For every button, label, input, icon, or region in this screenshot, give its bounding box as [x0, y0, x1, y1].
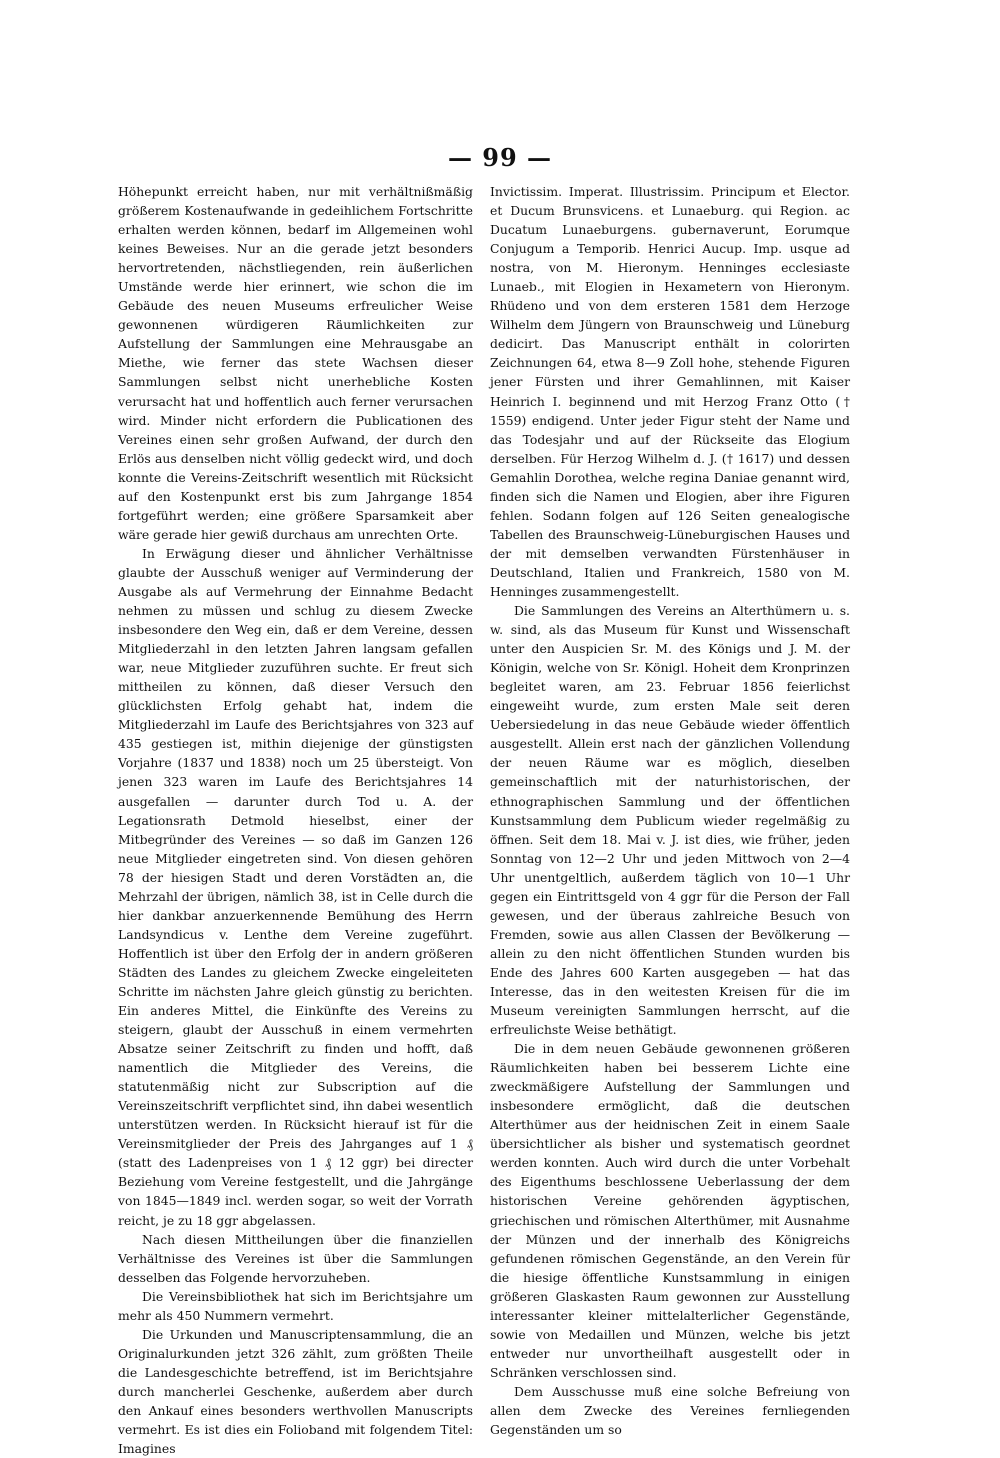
page-number: — 99 —: [447, 143, 553, 172]
paragraph: Dem Ausschusse muß eine solche Befreiung von allen dem Zwecke des Vereines fernliegenden Gegenständen um so: [490, 1383, 850, 1438]
paragraph: Invictissim. Imperat. Illustrissim. Principum et Elector. et Ducum Brunsvicens. et Lunaeburg. qui Region. ac Ducatum Lunaeburgens. gubernaverunt, Eorumque Conjugum a Temporib. Henrici Aucup. Imp. usque ad nostra, von M. Hieronym. Henninges ecclesiaste Lunaeb., mit Elogien in Hexametern von Hieronym. Rhüdeno und von dem ersteren 1581 dem Herzoge Wilhelm dem Jüngern von Braunschweig und Lüneburg dedicirt. Das Manuscript enthält in colorirten Zeichnungen 64, etwa 8—9 Zoll hohe, stehende Figuren jener Fürsten und ihrer Gemahlinnen, mit Kaiser Heinrich I. beginnend und mit Herzog Franz Otto († 1559) endigend. Unter jeder Figur steht der Name und das Todesjahr und auf der Rückseite das Elogium derselben. Für Herzog Wilhelm d. J. († 1617) und dessen Gemahlin Dorothea, welche regina Daniae genannt wird, finden sich die Namen und Elogien, aber ihre Figuren fehlen. Sodann folgen auf 126 Seiten genealogische Tabellen des Braunschweig-Lüneburgischen Hauses und der mit demselben verwandten Fürstenhäuser in Deutschland, Italien und Frankreich, 1580 von M. Henninges zusammengestellt.: [490, 184, 850, 599]
paragraph: In Erwägung dieser und ähnlicher Verhältnisse glaubte der Ausschuß weniger auf Verminderung der Ausgabe als auf Vermehrung der Einnahme Bedacht nehmen zu müssen und schlug zu diesem Zwecke insbesondere den Weg ein, daß er dem Vereine, dessen Mitgliederzahl in den letzten Jahren langsam gefallen war, neue Mitglieder zuzuführen suchte. Er freut sich mittheilen zu können, daß dieser Versuch den glücklichsten Erfolg gehabt hat, indem die Mitgliederzahl im Laufe des Berichtsjahres von 323 auf 435 gestiegen ist, mithin diejenige der günstigsten Vorjahre (1837 und 1838) noch um 25 übersteigt. Von jenen 323 waren im Laufe des Berichtsjahres 14 ausgefallen — darunter durch Tod u. A. der Legationsrath Detmold hieselbst, einer der Mitbegründer des Vereines — so daß im Ganzen 126 neue Mitglieder eingetreten sind. Von diesen gehören 78 der hiesigen Stadt und deren Vorstädten an, die Mehrzahl der übrigen, nämlich 38, ist in Celle durch die hier dankbar anzuerkennende Bemühung des Herrn Landsyndicus v. Lenthe dem Vereine zugeführt. Hoffentlich ist über den Erfolg der in andern größeren Städten des Landes zu gleichem Zwecke eingeleiteten Schritte im nächsten Jahre gleich günstig zu berichten. Ein anderes Mittel, die Einkünfte des Vereins zu steigern, glaubt der Ausschuß in einem vermehrten Absatze seiner Zeitschrift zu finden und hofft, daß namentlich die Mitglieder des Vereins, die statutenmäßig nicht zur Subscription auf die Vereinszeitschrift verpflichtet sind, ihn dabei wesentlich unterstützen werden. In Rücksicht hierauf ist für die Vereinsmitglieder der Preis des Jahrganges auf 1 ₰ (statt des Ladenpreises von 1 ₰ 12 ggr) bei directer Beziehung vom Vereine festgestellt, und die Jahrgänge von 1845—1849 incl. werden sogar, so weit der Vorrath reicht, je zu 18 ggr abgelassen.: [118, 545, 473, 1228]
right-column: [490, 182, 850, 1439]
paragraph: Nach diesen Mittheilungen über die finanziellen Verhältnisse des Vereines ist über die Sammlungen desselben das Folgende hervorzuheben.: [118, 1231, 473, 1285]
paragraph: Die Urkunden und Manuscriptensammlung, die an Originalurkunden jetzt 326 zählt, zum größten Theile die Landesgeschichte betreffend, ist im Berichtsjahre durch mancherlei Geschenke, außerdem aber durch den Ankauf eines besonders werthvollen Manuscripts vermehrt. Es ist dies ein Folioband mit folgendem Titel: Imagines: [118, 1326, 473, 1457]
paragraph: Die Sammlungen des Vereins an Alterthümern u. s. w. sind, als das Museum für Kunst und Wissenschaft unter den Auspicien Sr. M. des Königs und J. M. der Königin, welche von Sr. Königl. Hoheit dem Kronprinzen begleitet waren, am 23. Februar 1856 feierlichst eingeweiht wurde, zum ersten Male seit deren Uebersiedelung in das neue Gebäude wieder öffentlich ausgestellt. Allein erst nach der gänzlichen Vollendung der neuen Räume war es möglich, dieselben gemeinschaftlich mit der naturhistorischen, der ethnographischen Sammlung und der öffentlichen Kunstsammlung dem Publicum wieder regelmäßig zu öffnen. Seit dem 18. Mai v. J. ist dies, wie früher, jeden Sonntag von 12—2 Uhr und jeden Mittwoch von 2—4 Uhr unentgeltlich, außerdem täglich von 10—1 Uhr gegen ein Eintrittsgeld von 4 ggr für die Person der Fall gewesen, und der überaus zahlreiche Besuch von Fremden, sowie aus allen Classen der Bevölkerung — allein zu den nicht öffentlichen Stunden wurden bis Ende des Jahres 600 Karten ausgegeben — hat das Interesse, das in den weitesten Kreisen für die im Museum vereinigten Sammlungen herrscht, auf die erfreulichste Weise bethätigt.: [490, 603, 850, 1038]
paragraph: Die in dem neuen Gebäude gewonnenen größeren Räumlichkeiten haben bei besserem Lichte eine zweckmäßigere Aufstellung der Sammlungen und insbesondere ermöglicht, daß die deutschen Alterthümer aus der heidnischen Zeit in einem Saale übersichtlicher als bisher und systematisch geordnet werden konnten. Auch wird durch die unter Vorbehalt des Eigenthums beschlossene Ueberlassung der dem historischen Vereine gehörenden ägyptischen, griechischen und römischen Alterthümer, mit Ausnahme der Münzen und der innerhalb des Königreichs gefundenen römischen Gegenstände, an den Verein für die hiesige öffentliche Kunstsammlung in einigen größeren Glaskasten Raum gewonnen zur Ausstellung interessanter kleiner mittelalterlicher Gegenstände, sowie von Medaillen und Münzen, welche bis jetzt entweder nur unvortheilhaft ausgestellt oder in Schränken verschlossen sind.: [490, 1041, 850, 1380]
paragraph: Höhepunkt erreicht haben, nur mit verhältnißmäßig größerem Kostenaufwande in gedeihlichem Fortschritte erhalten werden können, bedarf im Allgemeinen wohl keines Beweises. Nur an die gerade jetzt besonders hervortretenden, nächstliegenden, rein äußerlichen Umstände werde hier erinnert, wie schon die im Gebäude des neuen Museums erfreulicher Weise gewonnenen würdigeren Räumlichkeiten zur Aufstellung der Sammlungen eine Mehrausgabe an Miethe, wie ferner das stete Wachsen dieser Sammlungen selbst nicht unerhebliche Kosten verursacht hat und hoffentlich auch ferner verursachen wird. Minder nicht erfordern die Publicationen des Vereines einen sehr großen Aufwand, der durch den Erlös aus denselben nicht völlig gedeckt wird, und doch konnte die Vereins-Zeitschrift wesentlich mit Rücksicht auf den Kostenpunkt erst bis zum Jahrgange 1854 fortgeführt werden; eine größere Sparsamkeit aber wäre gerade hier gewiß durchaus am unrechten Orte.: [118, 184, 473, 542]
paragraph: Die Vereinsbibliothek hat sich im Berichtsjahre um mehr als 450 Nummern vermehrt.: [118, 1288, 473, 1323]
left-column: [118, 182, 473, 1458]
